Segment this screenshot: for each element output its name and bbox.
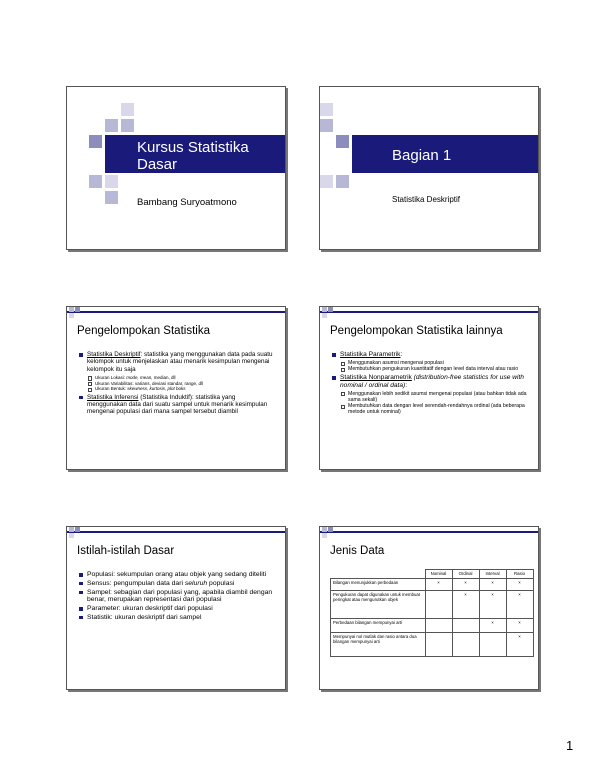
table-row: Perbedaan bilangan mempunyai arti × × <box>331 619 534 633</box>
slide-section <box>319 86 539 250</box>
slide-pengelompokan <box>66 306 286 470</box>
decor-square <box>336 135 349 148</box>
table-header: Ordinal <box>452 570 479 579</box>
list-item: Menggunakan asumsi mengenai populasi <box>332 360 530 366</box>
slide-title: Pengelompokan Statistika <box>77 325 210 337</box>
slide-subtitle: Statistika Deskriptif <box>392 195 461 204</box>
list-item: Ukuran Variabilitas: varians, deviasi standar, range, dll <box>79 381 277 387</box>
list-item: Statistika Nonparametrik (distribution-free statistics for use with nominal / ordinal data): <box>332 374 530 389</box>
slide-pengelompokan-lainnya <box>319 306 539 470</box>
decor-square <box>105 191 118 204</box>
decor-square <box>320 119 333 132</box>
decor-square <box>89 175 102 188</box>
list-item: Menggunakan lebih sedikit asumsi mengenai populasi (atau bahkan tidak ada sama sekali) <box>332 391 530 403</box>
slide-jenis-data <box>319 526 539 690</box>
corner-decor <box>67 307 93 319</box>
list-item: Sensus: pengumpulan data dari seluruh populasi <box>79 580 277 588</box>
list-item: Sampel: sebagian dari populasi yang, apabila diambil dengan benar, merupakan representasi dari populasi <box>79 589 277 605</box>
list-item: Statistika Parametrik: <box>332 351 530 359</box>
table-row: Pengukuran dapat digunakan untuk membuat peringkat atau mengurutkan objek × × × <box>331 591 534 619</box>
corner-decor <box>320 527 346 539</box>
list-item: Statistika Inferensi (Statistika Induktif): statistika yang menggunakan data dari suatu sampel untuk menarik kesimpulan mengenai populasi dari mana sampel tersebut diambil <box>79 394 277 416</box>
header-line <box>67 311 285 313</box>
corner-decor <box>67 527 93 539</box>
slide-title: Kursus Statistika Dasar <box>137 139 249 173</box>
list-item: Membutuhkan data dengan level serendah-rendahnya ordinal (ada beberapa metode untuk nominal) <box>332 403 530 415</box>
list-item: Statistika Deskriptif: statistika yang menggunakan data pada suatu kelompok untuk menjelaskan atau menarik kesimpulan mengenai kelompok itu saja <box>79 351 277 373</box>
header-line <box>320 311 538 313</box>
table-row: Mempunyai nol mutlak dan rasio antara dua bilangan mempunyai arti × <box>331 633 534 657</box>
slide-istilah <box>66 526 286 690</box>
table-header: Interval <box>479 570 506 579</box>
decor-square <box>105 175 118 188</box>
page-number: 1 <box>566 738 574 753</box>
slide-title-course <box>66 86 286 250</box>
table-header: Nominal <box>425 570 452 579</box>
list-item: Statistik: ukuran deskriptif dari sampel <box>79 614 277 622</box>
slide-title: Jenis Data <box>330 545 385 557</box>
decor-square <box>89 135 102 148</box>
table-header: Rasio <box>506 570 533 579</box>
slide-title: Istilah-istilah Dasar <box>77 545 175 557</box>
table-row: Bilangan menunjukkan perbedaan × × × × <box>331 579 534 591</box>
data-type-table <box>330 569 534 657</box>
list-item: Populasi: sekumpulan orang atau objek yang sedang diteliti <box>79 571 277 579</box>
decor-square <box>121 103 134 116</box>
decor-square <box>320 175 333 188</box>
decor-square <box>336 175 349 188</box>
list-item: Ukuran Bentuk: skewness, kurtosis, plot boks <box>79 386 277 392</box>
decor-square <box>320 103 333 116</box>
slide-title: Bagian 1 <box>392 147 452 164</box>
decor-square <box>121 119 134 132</box>
corner-decor <box>320 307 346 319</box>
header-line <box>67 531 285 533</box>
slide-title: Pengelompokan Statistika lainnya <box>330 325 503 337</box>
list-item: Parameter: ukuran deskriptif dari populasi <box>79 605 277 613</box>
author-name: Bambang Suryoatmono <box>137 197 237 208</box>
decor-square <box>105 119 118 132</box>
list-item: Ukuran Lokasi: mode, mean, median, dll <box>79 375 277 381</box>
header-line <box>320 531 538 533</box>
list-item: Membutuhkan pengukuran kuantitatif dengan level data interval atau rasio <box>332 366 530 372</box>
